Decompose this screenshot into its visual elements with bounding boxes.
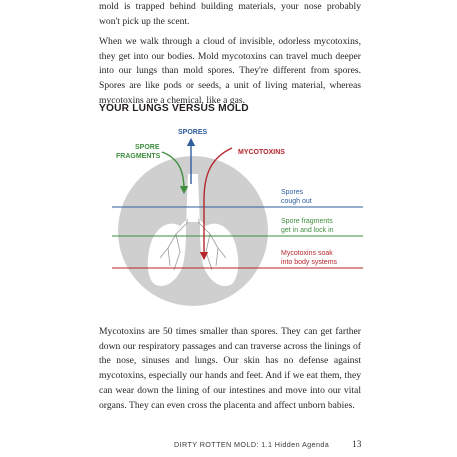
level-label-fragments-line-1: Spore fragments bbox=[281, 218, 333, 225]
label-spore-fragments-line-1: SPORE bbox=[135, 144, 160, 151]
page-footer bbox=[0, 440, 457, 454]
level-label-spores-line-1: Spores bbox=[281, 189, 304, 196]
label-spore-fragments-line-2: FRAGMENTS bbox=[116, 153, 161, 160]
level-label-mycotoxins-line-1: Mycotoxins soak bbox=[281, 250, 333, 257]
paragraph-mycotoxins: When we walk through a cloud of invisible, odorless mycotoxins, they get into our bodies. Mold mycotoxins can travel much deeper into our lungs than mold spores. They're different from spores. Spores are like pods or seeds, a unit of living material, whereas mycotoxins are a chemical, like a gas. bbox=[99, 36, 361, 106]
running-head: DIRTY ROTTEN MOLD: 1.1 Hidden Agenda bbox=[174, 440, 330, 449]
section-heading: YOUR LUNGS VERSUS MOLD bbox=[99, 103, 249, 114]
label-mycotoxins: MYCOTOXINS bbox=[238, 149, 285, 156]
paragraph-size: Mycotoxins are 50 times smaller than spores. They can get farther down our respiratory passages and can traverse across the linings of the nose, sinuses and lungs. Our skin has no defense against mycotoxins, especially our hands and feet. And if we eat them, they can wear down the lining of our intestines and move into our vital organs. They can even cross the placenta and affect unborn babies. bbox=[99, 326, 361, 411]
level-label-spores-line-2: cough out bbox=[281, 198, 312, 205]
lungs-diagram bbox=[0, 118, 457, 318]
label-spores: SPORES bbox=[178, 129, 208, 136]
page-number: 13 bbox=[352, 439, 362, 449]
paragraph-intro: mold is trapped behind building materials, your nose probably won't pick up the scent. bbox=[99, 1, 361, 27]
level-label-fragments-line-2: get in and lock in bbox=[281, 227, 334, 234]
level-label-mycotoxins-line-2: into body systems bbox=[281, 259, 338, 266]
